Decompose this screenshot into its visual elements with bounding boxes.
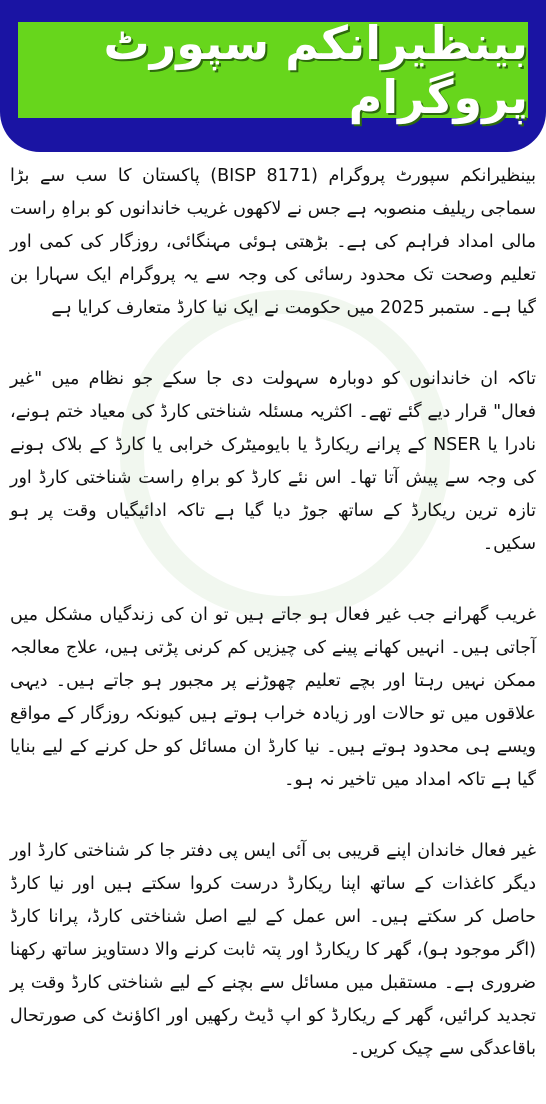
page-title: بینظیرانکم سپورٹ پروگرام xyxy=(18,22,528,118)
paragraph-3: غریب گھرانے جب غیر فعال ہو جاتے ہیں تو ان کی زندگیاں مشکل میں آجاتی ہیں۔ انہیں کھانے پینے کی چیزیں کم کرنی پڑتی ہیں، علاج معالجہ ممکن نہیں رہتا اور بچے تعلیم چھوڑنے پر مجبور ہو جاتے ہیں۔ دیہی علاقوں میں تو حالات اور زیادہ خراب ہوتے ہیں کیونکہ روزگار کے مواقع ویسے ہی محدود ہوتے ہیں۔ نیا کارڈ ان مسائل کو حل کرنے کے لیے بنایا گیا ہے تاکہ امداد میں تاخیر نہ ہو۔ xyxy=(10,605,536,790)
paragraph-2: تاکہ ان خاندانوں کو دوبارہ سہولت دی جا سکے جو نظام میں "غیر فعال" قرار دیے گئے تھے۔ اکثریہ مسئلہ شناختی کارڈ کی معیاد ختم ہونے، نادرا یا NSER کے پرانے ریکارڈ یا بایومیٹرک خرابی یا کارڈ کے بلاک ہونے کی وجہ سے پیش آتا تھا۔ اس نئے کارڈ کو براہِ راست شناختی کارڈ اور تازہ ترین ریکارڈ کے ساتھ جوڑ دیا گیا ہے تاکہ ادائیگیاں وقت پر ہو سکیں۔ xyxy=(10,369,536,554)
header-banner xyxy=(0,0,546,152)
paragraph-1: بینظیرانکم سپورٹ پروگرام (BISP 8171) پاکستان کا سب سے بڑا سماجی ریلیف منصوبہ ہے جس نے لاکھوں غریب خاندانوں کو براہِ راست مالی امداد فراہم کی ہے۔ بڑھتی ہوئی مہنگائی، روزگار کی کمی اور تعلیم وصحت تک محدود رسائی کی وجہ سے یہ پروگرام ایک سہارا بن گیا ہے۔ ستمبر 2025 میں حکومت نے ایک نیا کارڈ متعارف کرایا ہے xyxy=(10,166,536,318)
paragraph-4: غیر فعال خاندان اپنے قریبی بی آئی ایس پی دفتر جا کر شناختی کارڈ اور دیگر کاغذات کے ساتھ اپنا ریکارڈ درست کروا سکتے ہیں اور نیا کارڈ حاصل کر سکتے ہیں۔ اس عمل کے لیے اصل شناختی کارڈ، پرانا کارڈ (اگر موجود ہو)، گھر کا ریکارڈ اور پتہ ثابت کرنے والا دستاویز ساتھ رکھنا ضروری ہے۔ مستقبل میں مسائل سے بچنے کے لیے شناختی کارڈ وقت پر تجدید کرائیں، گھر کے ریکارڈ کو اپ ڈیٹ رکھیں اور اکاؤنٹ کی صورتحال باقاعدگی سے چیک کریں۔ xyxy=(10,841,536,1059)
article-body xyxy=(10,160,536,1104)
